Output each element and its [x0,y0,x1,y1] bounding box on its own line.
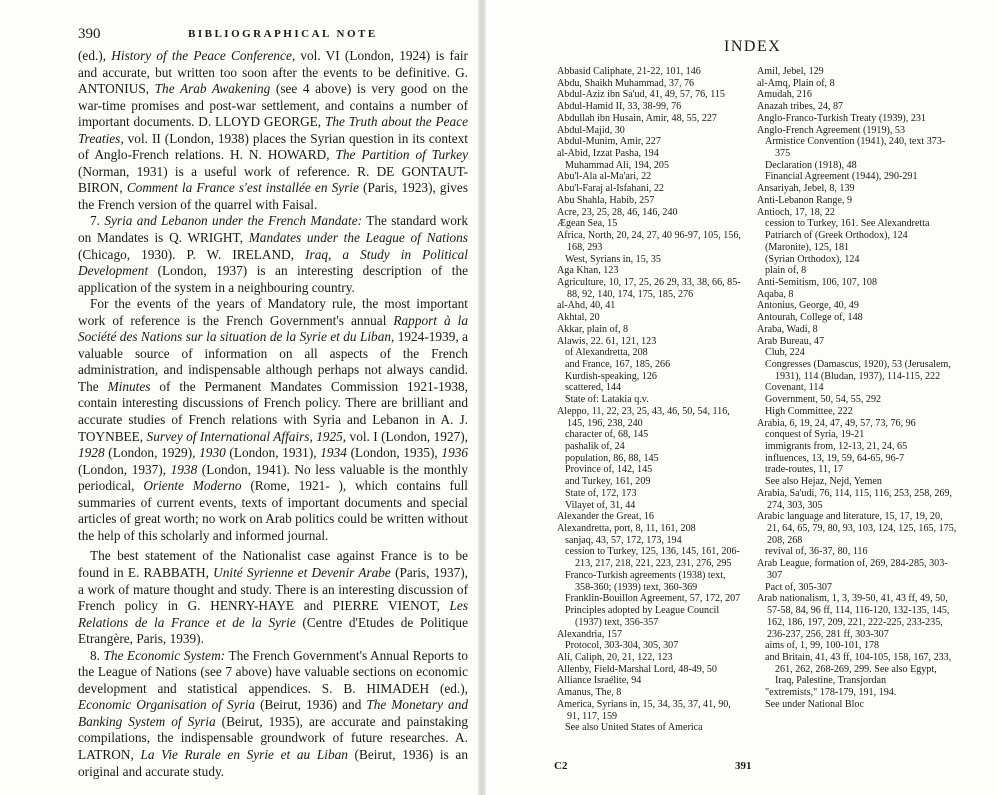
index-entry: Protocol, 303-304, 305, 307 [565,640,679,652]
index-entry: Amanus, The, 8 [557,687,622,699]
index-entry: population, 86, 88, 145 [565,452,659,464]
index-entry: (Syrian Orthodox), 124 [765,253,860,265]
index-entry: (Maronite), 125, 181 [765,241,850,253]
index-entry: Kurdish-speaking, 126 [565,370,657,382]
index-entry: Abu'l-Ala al-Ma'ari, 22 [557,171,652,183]
index-entry: America, Syrians in, 15, 34, 35, 37, 41, 90, 91, 117, 159 [557,698,731,722]
index-entry: Abdu, Shaikh Muhammad, 37, 76 [557,77,695,89]
index-entry: trade-routes, 11, 17 [765,464,844,476]
running-title: BIBLIOGRAPHICAL NOTE [188,28,378,40]
index-entry: Aleppo, 11, 22, 23, 25, 43, 46, 50, 54, 116, 145, 196, 238, 240 [557,405,730,429]
index-entry: Franklin-Bouillon Agreement, 57, 172, 207 [565,593,741,605]
index-entry: Ali, Caliph, 20, 21, 122, 123 [557,651,673,663]
index-entry: Alexander the Great, 16 [557,511,654,523]
index-entry: Agriculture, 10, 17, 25, 26 29, 33, 38, 66, 85-88, 92, 140, 174, 175, 185, 276 [557,276,741,300]
index-entry: Acre, 23, 25, 28, 46, 146, 240 [557,206,678,218]
index-entry: Abdul-Hamid II, 33, 38-99, 76 [557,101,682,113]
index-entry: Aqaba, 8 [757,288,794,300]
index-entry: Abdullah ibn Husain, Amir, 48, 55, 227 [557,112,717,124]
index-entry: Abdul-Majid, 30 [557,124,625,136]
index-entry: conquest of Syria, 19-21 [765,429,865,441]
index-entry: "extremists," 178-179, 191, 194. [765,687,897,699]
index-entry: Armistice Convention (1941), 240, text 373-375 [765,136,946,160]
index-entry: and Britain, 41, 43 ff, 104-105, 158, 167, 233, 261, 262, 268-269, 299. See also Egypt, Iraq, Palestine, Transjordan [765,651,952,687]
index-entry: Patriarch of (Greek Orthodox), 124 [765,230,908,242]
index-entry: Province of, 142, 145 [565,464,653,476]
index-entry: Arabic language and literature, 15, 17, 19, 20, 21, 64, 65, 79, 80, 93, 103, 124, 125, 165, 175, 208, 268 [757,511,957,546]
right-page-number: 391 [735,760,752,772]
index-entry: Abu Shahla, Habib, 257 [557,194,655,206]
index-entry: Abdul-Munim, Amir, 227 [557,136,661,148]
index-entry: West, Syrians in, 15, 35 [565,253,661,265]
index-entry: Alliance Israélite, 94 [557,675,642,687]
index-entry: Alexandretta, port, 8, 11, 161, 208 [557,523,696,535]
index-entry: Arabia, Sa'udi, 76, 114, 115, 116, 253, 258, 269, 274, 303, 305 [757,487,952,511]
index-entry: High Committee, 222 [765,405,853,417]
index-entry: revival of, 36-37, 80, 116 [765,546,868,558]
index-entry: cession to Turkey, 125, 136, 145, 161, 206-213, 217, 218, 221, 223, 231, 276, 295 [565,546,740,570]
index-entry: See also United States of America [565,722,703,734]
index-entry: cession to Turkey, 161. See Alexandretta [765,218,930,230]
index-entry: Financial Agreement (1944), 290-291 [765,171,918,183]
index-entry: Abu'l-Faraj al-Isfahani, 22 [557,183,664,195]
index-entry: Africa, North, 20, 24, 27, 40 96-97, 105, 156, 168, 293 [557,230,741,253]
index-entry: aims of, 1, 99, 100-101, 178 [765,640,880,652]
index-entry: scattered, 144 [565,382,622,394]
index-entry: character of, 68, 145 [565,429,649,441]
index-entry: Anglo-French Agreement (1919), 53 [757,124,906,136]
index-column-a [557,66,745,734]
index-entry: Arabia, 6, 19, 24, 47, 49, 57, 73, 76, 96 [757,417,916,429]
index-entry: Franco-Turkish agreements (1938) text, 358-360; (1939) text, 360-369 [565,569,726,593]
index-entry: Arab nationalism, 1, 3, 39-50, 41, 43 ff, 49, 50, 57-58, 84, 96 ff, 114, 116-120, 132-135, 145, 162, 186, 197, 209, 221, 222-225, 233-235, 236-237, 256, 281 ff, 303-307 [757,593,950,640]
index-entry: Aga Khan, 123 [557,265,619,277]
index-entry: State of: Latakia q.v. [565,394,649,406]
index-entry: See under National Bloc [765,698,864,710]
index-entry: Vilayet of, 31, 44 [565,499,636,511]
index-entry: Antioch, 17, 18, 22 [757,206,835,218]
index-entry: immigrants from, 12-13, 21, 24, 65 [765,441,908,452]
index-entry: Anti-Semitism, 106, 107, 108 [757,276,878,288]
paragraph: (ed.), History of the Peace Conference, vol. VI (London, 1924) is fair and accurate, but written too soon after the events to be definitive. G. ANTONIUS, The Arab Awakening (see 4 above) is very good on the war-time promises and post-war settlement, and contains a number of important documents. D. LLOYD GEORGE, The Truth about the Peace Treaties, vol. II (London, 1938) places the Syrian question in its context of Anglo-French relations. H. N. HOWARD, The Partition of Turkey (Norman, 1931) is a useful work of reference. R. DE GONTAUT-BIRON, Comment la France s'est installée en Syrie (Paris, 1923), gives the French version of the quarrel with Faisal. [78,48,469,212]
index-entry: Anazah tribes, 24, 87 [757,101,844,113]
index-entry: pashalik of, 24 [565,441,625,452]
index-entry: Covenant, 114 [765,382,824,394]
index-entry: Government, 50, 54, 55, 292 [765,394,882,406]
index-entry: Declaration (1918), 48 [765,159,857,171]
left-page-number: 390 [78,26,101,42]
index-entry: Arab Bureau, 47 [757,335,824,347]
index-entry: al-Abid, Izzat Pasha, 194 [557,148,659,160]
index-entry: al-Amq, Plain of, 8 [757,77,835,89]
index-entry: Arab League, formation of, 269, 284-285, 303-307 [757,558,948,581]
index-entry: Akhtal, 20 [557,312,600,324]
running-head [78,26,468,46]
index-entry: Amil, Jebel, 129 [757,66,824,77]
paragraph: For the events of the years of Mandatory rule, the most important work of reference is the French Government's annual Rapport à la Société des Nations sur la situation de la Syrie et du Liban, 1924-1939, a valuable source of information on all aspects of the French administration, and indispensable although perhaps not always candid. The Minutes of the Permanent Mandates Commission 1921-1938, contain interesting discussions of French policy. There are brilliant and accurate studies of French relations with Syria and Lebanon in A. J. TOYNBEE, Survey of International Affairs, 1925, vol. I (London, 1927), 1928 (London, 1929), 1930 (London, 1931), 1934 (London, 1935), 1936 (London, 1937), 1938 (London, 1941). No less valuable is the monthly periodical, Oriente Moderno (Rome, 1921- ), which contains full summaries of current events, texts of important documents and special articles of great worth; no work on Arab politics could be written without the help of this scholarly and informed journal. [78,296,469,543]
index-entry: Abbasid Caliphate, 21-22, 101, 146 [557,66,701,77]
index-title: INDEX [724,38,782,55]
paragraph: 8. The Economic System: The French Government's Annual Reports to the League of Nations (see 7 above) have valuable sections on economic development and statistical appendices. S. B. HIMADEH (ed.), Economic Organisation of Syria (Beirut, 1936) and The Monetary and Banking System of Syria (Beirut, 1935), are accurate and painstaking compilations, the indispensable groundwork of future researches. A. LATRON, La Vie Rurale en Syrie et au Liban (Beirut, 1936) is an original and accurate study. [78,647,469,779]
index-entry: Akkar, plain of, 8 [557,323,629,335]
index-entry: Pact of, 305-307 [765,581,832,593]
index-entry: and Turkey, 161, 209 [565,476,651,488]
index-entry: Antonius, George, 40, 49 [757,300,859,312]
index-entry: Antourah, College of, 148 [757,312,863,324]
index-entry: al-Ahd, 40, 41 [557,300,616,312]
book-gutter [478,0,486,795]
paragraph: The best statement of the Nationalist case against France is to be found in E. RABBATH, Unité Syrienne et Devenir Arabe (Paris, 1937), a work of mature thought and study. There is an interesting discussion of French policy in G. HENRY-HAYE and PIERRE VIENOT, Les Relations de la France et de la Syrie (Centre d'Etudes de Politique Etrangère, Paris, 1939). [78,548,468,647]
index-entry: influences, 13, 19, 59, 64-65, 96-7 [765,452,905,464]
index-entry: Principles adopted by League Council (1937) text, 356-357 [565,605,720,628]
index-entry: Ansariyah, Jebel, 8, 139 [757,183,855,195]
index-column-b [757,66,957,711]
index-entry: See also Hejaz, Nejd, Yemen [765,476,882,488]
index-entry: Allenby, Field-Marshal Lord, 48-49, 50 [557,663,717,675]
index-entry: Anglo-Franco-Turkish Treaty (1939), 231 [757,112,926,124]
index-entry: plain of, 8 [765,265,807,277]
paragraph: 7. Syria and Lebanon under the French Mandate: The standard work on Mandates is Q. WRIGHT, Mandates under the League of Nations (Chicago, 1930). P. W. IRELAND, Iraq, a Study in Political Development (London, 1937) is an interesting description of the application of the system in a neighbouring country. [78,213,469,295]
index-entry: Congresses (Damascus, 1920), 53 (Jerusalem, 1931), 114 (Bludan, 1937), 114-115, 222 [765,358,951,382]
index-entry: Anti-Lebanon Range, 9 [757,194,853,206]
index-entry: Amudah, 216 [757,89,812,101]
signature-mark: C2 [554,760,568,772]
index-entry: Club, 224 [765,347,805,359]
index-entry: Alawis, 22. 61, 121, 123 [557,335,657,347]
index-entry: Araba, Wadi, 8 [757,323,818,335]
index-entry: Alexandria, 157 [557,628,623,640]
index-entry: and France, 167, 185, 266 [565,358,671,370]
index-entry: Muhammad Ali, 194, 205 [565,159,670,171]
index-entry: of Alexandretta, 208 [565,347,648,359]
index-entry: sanjaq, 43, 57, 172, 173, 194 [565,534,682,546]
index-entry: Abdul-Aziz ibn Sa'ud, 41, 49, 57, 76, 115 [557,89,725,101]
index-entry: State of, 172, 173 [565,487,637,499]
bibliography-body [78,48,468,780]
index-entry: Ægean Sea, 15 [557,218,618,230]
